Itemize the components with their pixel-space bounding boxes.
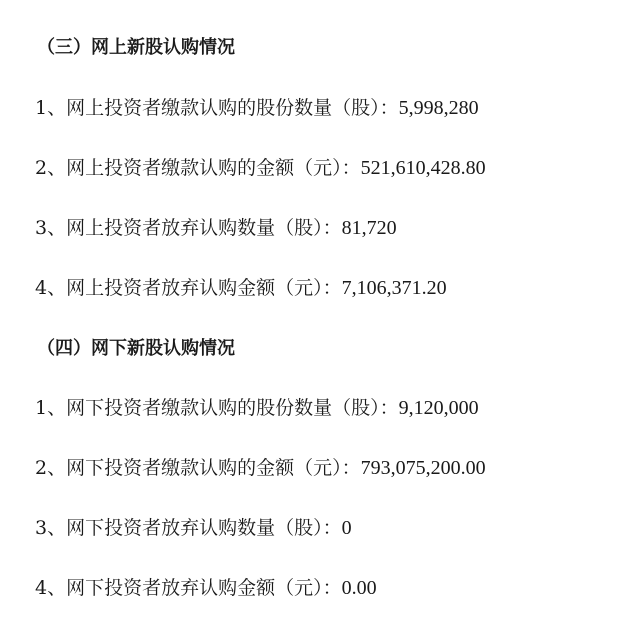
online-paid-shares-value: 5,998,280 (398, 97, 479, 119)
online-abandoned-amount-label: 4、网上投资者放弃认购金额（元）： (35, 277, 342, 299)
offline-abandoned-shares-line (35, 516, 352, 540)
offline-paid-shares-label: 1、网下投资者缴款认购的股份数量（股）： (35, 397, 399, 419)
section-heading-online: （三）网上新股认购情况 (37, 37, 235, 58)
offline-abandoned-amount-line (35, 576, 377, 600)
online-paid-amount-value: 521,610,428.80 (360, 157, 486, 179)
offline-paid-shares-line (35, 396, 479, 420)
offline-paid-amount-label: 2、网下投资者缴款认购的金额（元）： (35, 457, 361, 479)
online-paid-shares-line (35, 96, 479, 120)
online-paid-shares-label: 1、网上投资者缴款认购的股份数量（股）： (35, 97, 399, 119)
online-paid-amount-label: 2、网上投资者缴款认购的金额（元）： (35, 157, 361, 179)
section-heading-offline: （四）网下新股认购情况 (37, 338, 235, 359)
offline-abandoned-amount-value: 0.00 (341, 577, 377, 599)
offline-abandoned-amount-label: 4、网下投资者放弃认购金额（元）： (35, 577, 342, 599)
offline-paid-amount-value: 793,075,200.00 (360, 457, 486, 479)
online-abandoned-shares-label: 3、网上投资者放弃认购数量（股）： (35, 217, 342, 239)
online-abandoned-amount-value: 7,106,371.20 (341, 277, 447, 299)
online-abandoned-amount-line (35, 276, 447, 300)
offline-abandoned-shares-label: 3、网下投资者放弃认购数量（股）： (35, 517, 342, 539)
offline-paid-amount-line (35, 456, 486, 480)
offline-abandoned-shares-value: 0 (341, 517, 352, 539)
online-abandoned-shares-value: 81,720 (341, 217, 397, 239)
offline-paid-shares-value: 9,120,000 (398, 397, 479, 419)
online-paid-amount-line (35, 156, 486, 180)
online-abandoned-shares-line (35, 216, 397, 240)
